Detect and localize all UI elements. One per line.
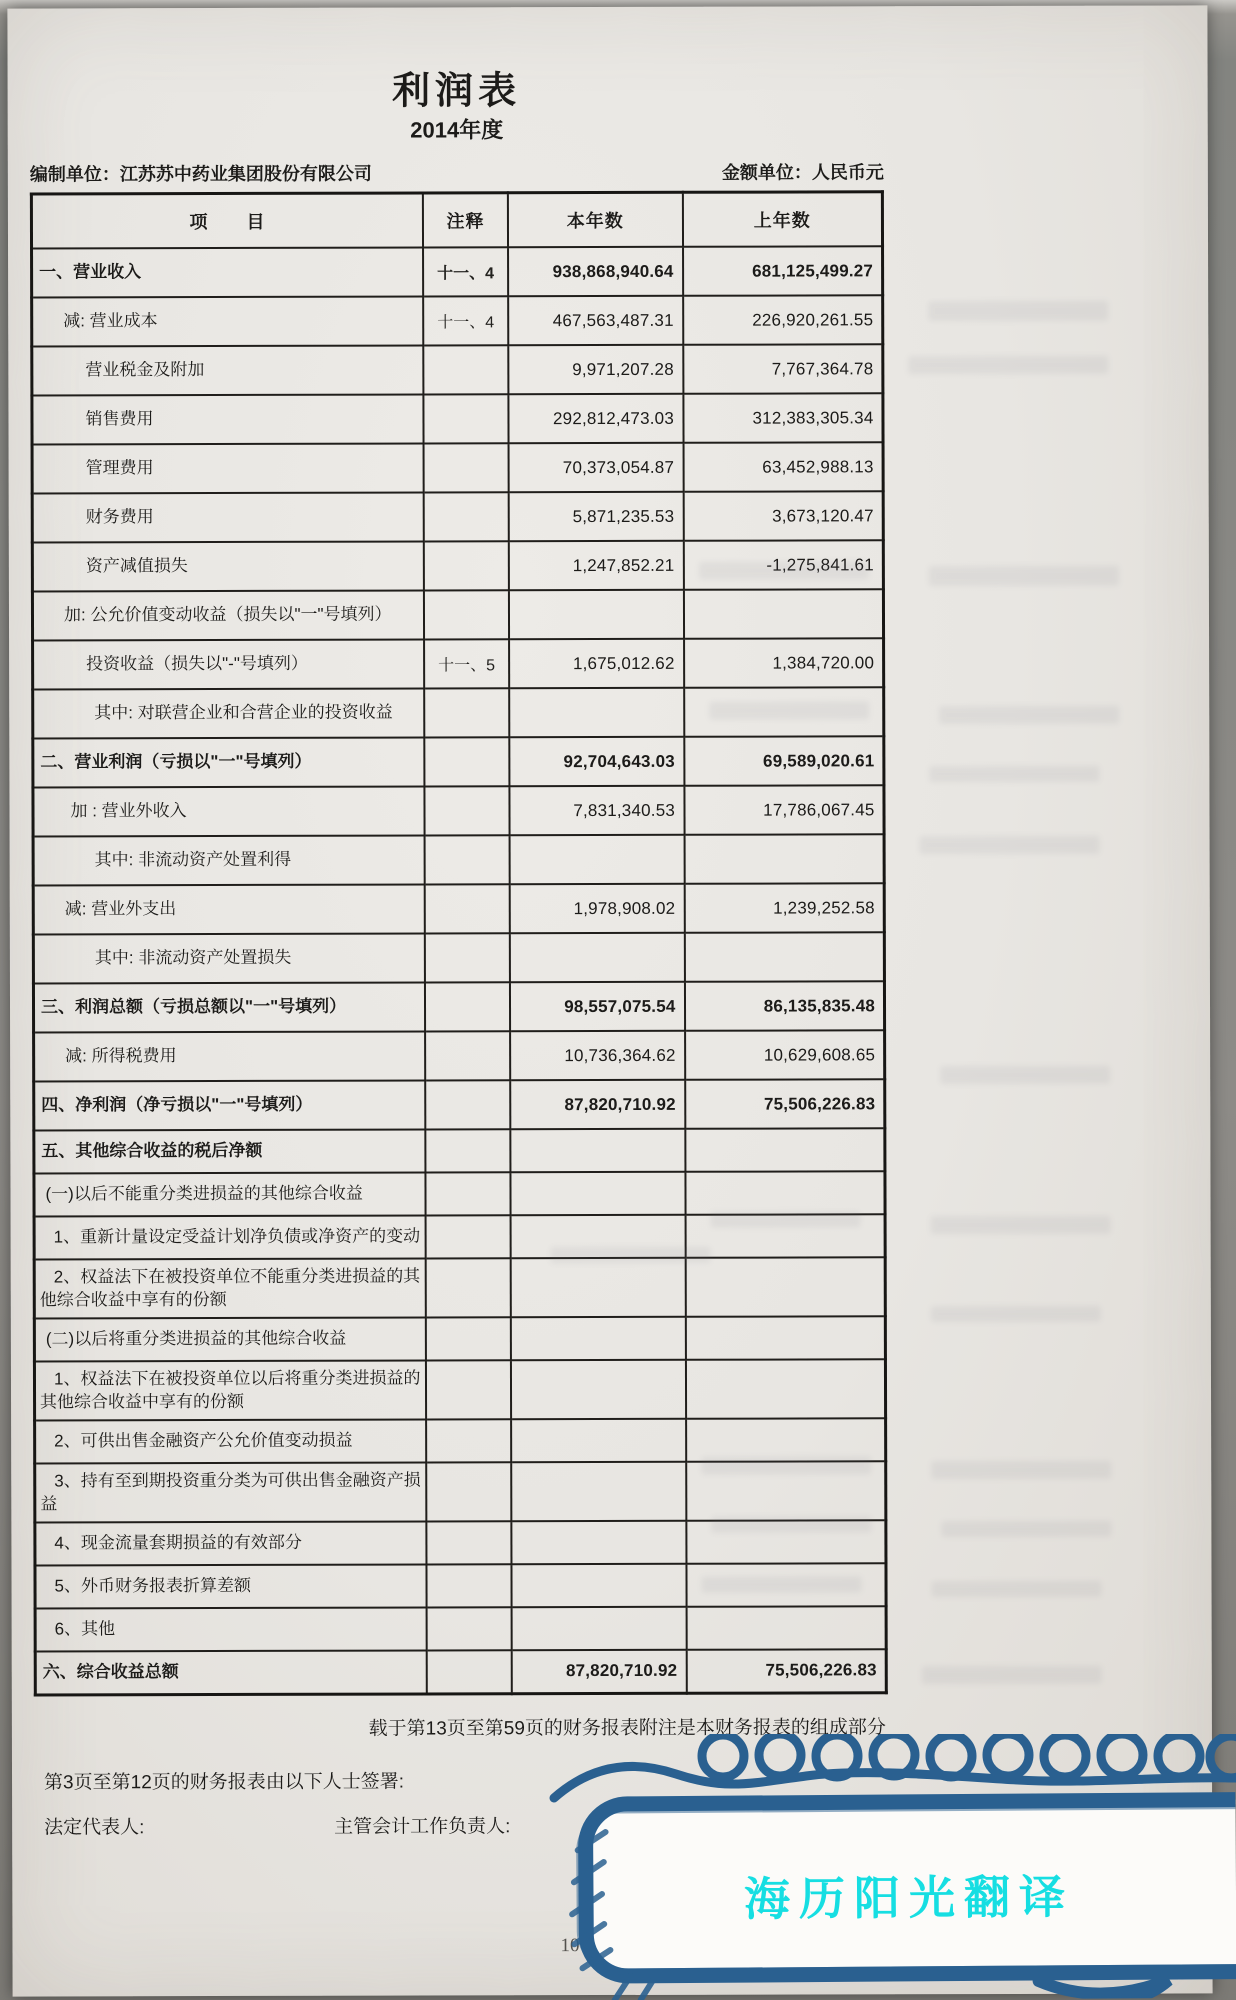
note-cell: [427, 1650, 512, 1693]
current-year-cell: [509, 688, 684, 737]
table-row: [33, 932, 884, 983]
prior-year-cell: 75,506,226.83: [686, 1649, 886, 1693]
note-cell: [426, 1564, 511, 1607]
note-cell: [423, 394, 508, 443]
note-cell: [423, 345, 508, 394]
prior-year-cell: -1,275,841.61: [683, 540, 883, 590]
item-cell: 其中: 对联营企业和合营企业的投资收益: [33, 688, 425, 738]
prior-year-cell: 681,125,499.27: [683, 246, 883, 296]
table-row: [35, 1520, 886, 1565]
item-cell: 6、其他: [35, 1607, 427, 1651]
current-year-cell: 5,871,235.53: [509, 492, 684, 541]
current-year-cell: [509, 590, 684, 639]
table-row: [34, 1171, 885, 1216]
current-year-cell: [511, 1258, 686, 1317]
note-cell: [426, 1215, 511, 1258]
table-row: [32, 246, 883, 297]
prior-year-cell: [686, 1461, 886, 1521]
current-year-cell: [511, 1215, 686, 1258]
document-page: [7, 5, 1212, 1996]
current-year-cell: 10,736,364.62: [510, 1031, 685, 1080]
table-row: [34, 1128, 885, 1173]
bleed-through-smudge: [922, 1666, 1102, 1684]
footnote-line: 载于第13页至第59页的财务报表附注是本财务报表的组成部分: [368, 1716, 886, 1740]
item-cell: 加 : 营业外收入: [33, 786, 425, 836]
item-cell: 六、综合收益总额: [35, 1650, 427, 1694]
prior-year-cell: [684, 834, 884, 884]
legal-rep-label: 法定代表人:: [44, 1816, 145, 1838]
current-year-cell: 98,557,075.54: [510, 982, 685, 1031]
table-row: [32, 589, 883, 640]
prior-year-cell: 17,786,067.45: [684, 785, 884, 835]
prior-year-cell: [684, 687, 884, 737]
note-cell: [424, 688, 509, 737]
table-row: [34, 1257, 885, 1318]
item-cell: (一)以后不能重分类进损益的其他综合收益: [34, 1172, 426, 1216]
note-cell: [424, 737, 509, 786]
current-year-cell: 1,247,852.21: [509, 541, 684, 590]
item-cell: 2、权益法下在被投资单位不能重分类进损益的其他综合收益中享有的份额: [34, 1258, 426, 1318]
table-row: [33, 638, 884, 689]
prior-year-cell: 10,629,608.65: [685, 1030, 885, 1080]
note-cell: [425, 835, 510, 884]
item-cell: 销售费用: [32, 394, 424, 444]
prior-year-cell: 1,239,252.58: [684, 883, 884, 933]
bleed-through-smudge: [931, 1306, 1101, 1322]
current-year-cell: 467,563,487.31: [508, 296, 683, 345]
note-cell: [427, 1607, 512, 1650]
table-row: [34, 1079, 885, 1130]
note-cell: [424, 541, 509, 590]
table-row: [34, 1214, 885, 1259]
note-cell: [425, 1080, 510, 1129]
current-year-cell: 9,971,207.28: [508, 345, 683, 394]
item-cell: 3、持有至到期投资重分类为可供出售金融资产损益: [35, 1462, 427, 1522]
note-cell: [426, 1360, 511, 1419]
prior-year-cell: 86,135,835.48: [684, 981, 884, 1031]
table-row: [32, 393, 883, 444]
note-cell: 十一、4: [423, 247, 508, 296]
meta-row: [30, 156, 884, 186]
bleed-through-smudge: [928, 301, 1108, 321]
prior-year-cell: 1,384,720.00: [684, 638, 884, 688]
item-cell: (二)以后将重分类进损益的其他综合收益: [34, 1317, 426, 1361]
item-cell: 三、利润总额（亏损总额以"一"号填列）: [33, 982, 425, 1032]
bleed-through-smudge: [932, 1581, 1102, 1597]
note-cell: [424, 786, 509, 835]
bleed-through-smudge: [931, 1216, 1111, 1234]
current-year-cell: 7,831,340.53: [509, 786, 684, 835]
translation-stamp-bubble: [557, 1784, 1236, 2000]
note-cell: [425, 1031, 510, 1080]
item-cell: 其中: 非流动资产处置利得: [33, 835, 425, 885]
note-cell: [426, 1521, 511, 1564]
bleed-through-smudge: [929, 766, 1099, 782]
prior-year-cell: 7,767,364.78: [683, 344, 883, 394]
prior-year-cell: [685, 1316, 885, 1360]
prior-year-cell: [685, 1257, 885, 1317]
current-year-cell: [510, 1129, 685, 1172]
table-row: [35, 1461, 886, 1522]
bleed-through-smudge: [939, 706, 1119, 724]
prior-year-cell: [686, 1606, 886, 1650]
bleed-through-smudge: [940, 1066, 1110, 1084]
signers-line: 第3页至第12页的财务报表由以下人士签署:: [44, 1771, 405, 1793]
bleed-through-smudge: [931, 1461, 1111, 1479]
item-cell: 加: 公允价值变动收益（损失以"一"号填列）: [32, 590, 424, 640]
table-row: [32, 442, 883, 493]
note-cell: [424, 492, 509, 541]
table-row: [34, 1316, 885, 1361]
note-cell: [426, 1317, 511, 1360]
note-cell: [426, 1419, 511, 1462]
currency-unit-line: 金额单位：人民币元: [721, 162, 884, 183]
prior-year-cell: [685, 1214, 885, 1258]
table-row: [35, 1649, 886, 1694]
current-year-cell: 70,373,054.87: [509, 443, 684, 492]
current-year-cell: [511, 1360, 686, 1419]
current-year-cell: [510, 933, 685, 982]
prior-year-cell: 75,506,226.83: [685, 1079, 885, 1129]
watermark-text: 海历阳光翻译: [743, 1870, 1075, 1926]
table-row: [35, 1563, 886, 1608]
item-cell: 减: 营业外支出: [33, 884, 425, 934]
current-year-cell: [511, 1317, 686, 1360]
item-cell: 五、其他综合收益的税后净额: [34, 1129, 426, 1173]
table-row: [35, 1418, 886, 1463]
note-cell: [424, 590, 509, 639]
item-cell: 5、外币财务报表折算差额: [35, 1564, 427, 1608]
table-header-row: [31, 192, 882, 249]
prior-year-cell: [685, 1128, 885, 1172]
prepared-by-line: 编制单位：江苏苏中药业集团股份有限公司: [29, 163, 372, 185]
item-cell: 财务费用: [32, 492, 424, 542]
current-year-cell: 1,978,908.02: [510, 884, 685, 933]
prior-year-cell: 3,673,120.47: [683, 491, 883, 541]
table-row: [33, 883, 884, 934]
current-year-cell: 87,820,710.92: [512, 1650, 687, 1693]
prior-year-cell: [685, 1171, 885, 1215]
current-year-cell: [511, 1462, 686, 1521]
note-cell: [426, 1462, 511, 1521]
note-cell: [425, 982, 510, 1031]
note-cell: 十一、5: [424, 639, 509, 688]
header-current-year: 本年数: [508, 192, 683, 247]
item-cell: 1、重新计量设定受益计划净负债或净资产的变动: [34, 1215, 426, 1259]
current-year-cell: 92,704,643.03: [509, 737, 684, 786]
header-item: 项 目: [31, 193, 423, 249]
current-year-cell: [511, 1521, 686, 1564]
prior-year-cell: 226,920,261.55: [683, 295, 883, 345]
page-subtitle: 2014年度: [410, 117, 504, 143]
item-cell: 投资收益（损失以"-"号填列）: [33, 639, 425, 689]
current-year-cell: [511, 1419, 686, 1462]
current-year-cell: [512, 1607, 687, 1650]
item-cell: 2、可供出售金融资产公允价值变动损益: [35, 1419, 427, 1463]
page-content: [29, 6, 888, 1842]
current-year-cell: 292,812,473.03: [508, 394, 683, 443]
bleed-through-smudge: [929, 566, 1119, 586]
item-cell: 减: 所得税费用: [34, 1031, 426, 1081]
current-year-cell: 87,820,710.92: [510, 1080, 685, 1129]
note-cell: [426, 1258, 511, 1317]
item-cell: 减: 营业成本: [32, 296, 424, 346]
item-cell: 营业税金及附加: [32, 345, 424, 395]
table-row: [33, 785, 884, 836]
item-cell: 1、权益法下在被投资单位以后将重分类进损益的其他综合收益中享有的份额: [34, 1360, 426, 1420]
table-row: [33, 834, 884, 885]
table-row: [32, 295, 883, 346]
table-row: [32, 344, 883, 395]
note-cell: [425, 933, 510, 982]
note-cell: [425, 1129, 510, 1172]
bleed-through-smudge: [941, 1521, 1111, 1537]
table-row: [35, 1606, 886, 1651]
item-cell: 二、营业利润（亏损以"一"号填列）: [33, 737, 425, 787]
prior-year-cell: 69,589,020.61: [684, 736, 884, 786]
item-cell: 4、现金流量套期损益的有效部分: [35, 1521, 427, 1565]
prior-year-cell: [683, 589, 883, 639]
prior-year-cell: [686, 1520, 886, 1564]
table-row: [33, 981, 884, 1032]
table-row: [32, 540, 883, 591]
item-cell: 一、营业收入: [32, 247, 424, 297]
note-cell: 十一、4: [423, 296, 508, 345]
header-note: 注释: [423, 193, 508, 248]
current-year-cell: [510, 1172, 685, 1215]
bleed-through-smudge: [920, 836, 1100, 854]
note-cell: [425, 1172, 510, 1215]
page-number: 10: [560, 1935, 580, 1957]
income-statement-table: [30, 190, 888, 1696]
prior-year-cell: [686, 1418, 886, 1462]
prior-year-cell: 312,383,305.34: [683, 393, 883, 443]
prior-year-cell: [684, 932, 884, 982]
prior-year-cell: [685, 1359, 885, 1419]
table-row: [34, 1359, 885, 1420]
chief-accountant-label: 主管会计工作负责人:: [334, 1815, 511, 1838]
bleed-through-smudge: [908, 356, 1108, 375]
table-body: [32, 246, 887, 1694]
current-year-cell: 938,868,940.64: [508, 247, 683, 296]
page-title: 利润表: [392, 70, 522, 113]
prior-year-cell: [686, 1563, 886, 1607]
table-row: [33, 736, 884, 787]
table-row: [33, 687, 884, 738]
note-cell: [423, 443, 508, 492]
prior-year-cell: 63,452,988.13: [683, 442, 883, 492]
header-prior-year: 上年数: [682, 192, 882, 247]
item-cell: 资产减值损失: [32, 541, 424, 591]
item-cell: 四、净利润（净亏损以"一"号填列）: [34, 1080, 426, 1130]
item-cell: 其中: 非流动资产处置损失: [33, 933, 425, 983]
table-row: [32, 491, 883, 542]
table-row: [34, 1030, 885, 1081]
item-cell: 管理费用: [32, 443, 424, 493]
note-cell: [425, 884, 510, 933]
current-year-cell: 1,675,012.62: [509, 639, 684, 688]
current-year-cell: [512, 1564, 687, 1607]
current-year-cell: [510, 835, 685, 884]
